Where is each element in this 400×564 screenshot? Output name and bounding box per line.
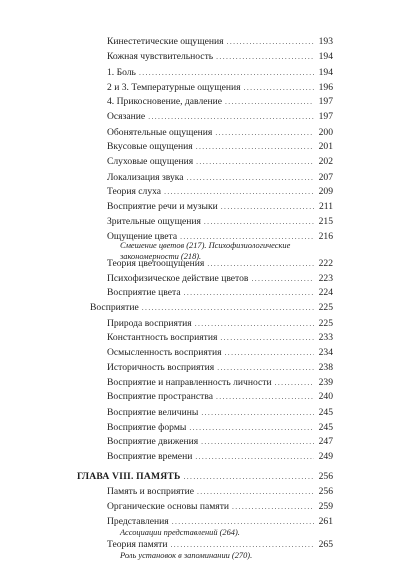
- toc-entry: [107, 51, 333, 63]
- toc-entry-title: Ощущение цвета: [107, 231, 178, 242]
- toc-entry-page: 224: [318, 287, 333, 298]
- dot-leader: [139, 67, 314, 79]
- toc-entry-page: 215: [318, 216, 333, 227]
- dot-leader: [164, 186, 314, 198]
- toc-entry: [107, 347, 333, 359]
- toc-entry: [107, 391, 333, 403]
- toc-entry-title: Кинестетические ощущения: [107, 36, 224, 47]
- dot-leader: [227, 36, 314, 48]
- toc-entry: [107, 539, 333, 551]
- toc-entry-page: 238: [318, 362, 333, 373]
- toc-entry-page: 225: [318, 302, 333, 313]
- toc-entry: [107, 216, 333, 228]
- toc-entry-page: 201: [318, 141, 333, 152]
- toc-entry: [107, 516, 333, 528]
- toc-entry-page: 193: [318, 36, 333, 47]
- dot-leader: [201, 436, 314, 448]
- toc-entry-page: 239: [318, 377, 333, 388]
- dot-leader: [225, 96, 314, 108]
- toc-entry-page: 265: [318, 539, 333, 550]
- toc-entry-title: Память и восприятие: [107, 486, 194, 497]
- toc-entry-page: 247: [318, 436, 333, 447]
- toc-entry-page: 216: [318, 231, 333, 242]
- dot-leader: [195, 451, 314, 463]
- toc-entry-title: Восприятие времени: [107, 451, 193, 462]
- dot-leader: [221, 201, 314, 213]
- dot-leader: [171, 539, 315, 551]
- toc-entry-page: 256: [318, 471, 333, 482]
- toc-entry-title: 1. Боль: [107, 67, 136, 78]
- toc-entry-title: Природа восприятия: [107, 318, 192, 329]
- toc-entry-page: 234: [318, 347, 333, 358]
- toc-entry-title: Историчность восприятия: [107, 362, 215, 373]
- toc-entry-page: 194: [318, 67, 333, 78]
- toc-entry: [107, 332, 333, 344]
- toc-entry-title: Вкусовые ощущения: [107, 141, 193, 152]
- dot-leader: [220, 332, 314, 344]
- toc-entry-title: Теория цветоощущения: [107, 258, 205, 269]
- toc-entry-title: Восприятие и направленность личности: [107, 377, 272, 388]
- toc-entry: [107, 287, 333, 299]
- toc-entry: [107, 141, 333, 153]
- toc-entry-title: Зрительные ощущения: [107, 216, 201, 227]
- toc-entry-title: Психофизическое действие цветов: [107, 273, 249, 284]
- toc-entry-page: 202: [318, 156, 333, 167]
- toc-entry-title: Представления: [107, 516, 169, 527]
- toc-entry: [107, 273, 333, 285]
- toc-entry-title: Кожная чувствительность: [107, 51, 214, 62]
- toc-entry-page: 259: [318, 501, 333, 512]
- toc-entry: [107, 422, 333, 434]
- toc-entry-page: 245: [318, 422, 333, 433]
- toc-entry-title: Осмысленность восприятия: [107, 347, 222, 358]
- toc-entry: [107, 501, 333, 513]
- dot-leader: [232, 501, 314, 513]
- toc-entry: [107, 201, 333, 213]
- dot-leader: [184, 287, 314, 299]
- toc-entry-title: Теория слуха: [107, 186, 162, 197]
- dot-leader: [187, 172, 314, 184]
- toc-entry: [107, 96, 333, 108]
- toc-entry-page: 222: [318, 258, 333, 269]
- toc-entry-page: 200: [318, 127, 333, 138]
- dot-leader: [172, 516, 314, 528]
- dot-leader: [244, 82, 314, 94]
- chapter-heading: [77, 471, 333, 483]
- dot-leader: [195, 318, 314, 330]
- subsection-note: Ассоциации представлений (264).: [120, 528, 240, 537]
- dot-leader: [251, 273, 314, 285]
- subsection-note: Роль установок в запоминании (270).: [120, 551, 253, 560]
- toc-entry-title: Локализация звука: [107, 172, 184, 183]
- toc-entry-page: 256: [318, 486, 333, 497]
- dot-leader: [204, 216, 314, 228]
- toc-entry-page: 261: [318, 516, 333, 527]
- toc-entry-title: Обонятельные ощущения: [107, 127, 213, 138]
- toc-entry-title: Восприятие: [90, 302, 139, 313]
- toc-entry: [107, 156, 333, 168]
- toc-entry-title: 2 и 3. Температурные ощущения: [107, 82, 241, 93]
- subsection-note: Смешение цветов (217). Психофизиологические закономерности (218).: [120, 241, 291, 261]
- toc-entry-page: 249: [318, 451, 333, 462]
- toc-entry: [107, 318, 333, 330]
- dot-leader: [148, 111, 314, 123]
- toc-entry: [107, 172, 333, 184]
- toc-entry-title: Восприятие движения: [107, 436, 199, 447]
- toc-entry: [107, 186, 333, 198]
- toc-entry-title: Восприятие величины: [107, 407, 199, 418]
- toc-entry: [107, 127, 333, 139]
- toc-entry-page: 245: [318, 407, 333, 418]
- toc-entry: [107, 82, 333, 94]
- dot-leader: [216, 391, 314, 403]
- toc-entry: [107, 377, 333, 389]
- dot-leader: [196, 156, 314, 168]
- dot-leader: [184, 471, 315, 483]
- dot-leader: [142, 302, 314, 314]
- toc-entry-title: Теория памяти: [107, 539, 168, 550]
- toc-entry-title: ГЛАВА VIII. ПАМЯТЬ: [77, 471, 181, 482]
- dot-leader: [215, 127, 314, 139]
- toc-entry-page: 209: [318, 186, 333, 197]
- toc-entry-page: 196: [318, 82, 333, 93]
- toc-entry-page: 207: [318, 172, 333, 183]
- toc-entry-title: Константность восприятия: [107, 332, 218, 343]
- toc-entry-page: 240: [318, 391, 333, 402]
- toc-entry: [107, 486, 333, 498]
- toc-entry-page: 225: [318, 318, 333, 329]
- toc-entry: [107, 451, 333, 463]
- dot-leader: [201, 407, 314, 419]
- toc-entry-page: 197: [318, 111, 333, 122]
- toc-entry-title: Слуховые ощущения: [107, 156, 194, 167]
- toc-entry-title: Восприятие цвета: [107, 287, 181, 298]
- dot-leader: [217, 362, 314, 374]
- toc-entry: [107, 111, 333, 123]
- toc-entry-page: 194: [318, 51, 333, 62]
- toc-entry-page: 223: [318, 273, 333, 284]
- toc-entry-title: Осязание: [107, 111, 146, 122]
- toc-entry-page: 233: [318, 332, 333, 343]
- toc-entry: [90, 302, 333, 314]
- toc-entry: [107, 436, 333, 448]
- toc-entry: [107, 36, 333, 48]
- toc-entry-page: 211: [318, 201, 333, 212]
- dot-leader: [275, 377, 314, 389]
- toc-entry-title: Восприятие пространства: [107, 391, 213, 402]
- dot-leader: [197, 486, 314, 498]
- toc-entry-title: Восприятие формы: [107, 422, 187, 433]
- toc-entry-title: Органические основы памяти: [107, 501, 230, 512]
- dot-leader: [225, 347, 314, 359]
- toc-entry: [107, 67, 333, 79]
- dot-leader: [196, 141, 314, 153]
- toc-entry: [107, 407, 333, 419]
- dot-leader: [189, 422, 314, 434]
- dot-leader: [216, 51, 314, 63]
- toc-entry-title: 4. Прикосновение, давление: [107, 96, 223, 107]
- toc-entry-title: Восприятие речи и музыки: [107, 201, 218, 212]
- toc-entry: [107, 362, 333, 374]
- toc-entry-page: 197: [318, 96, 333, 107]
